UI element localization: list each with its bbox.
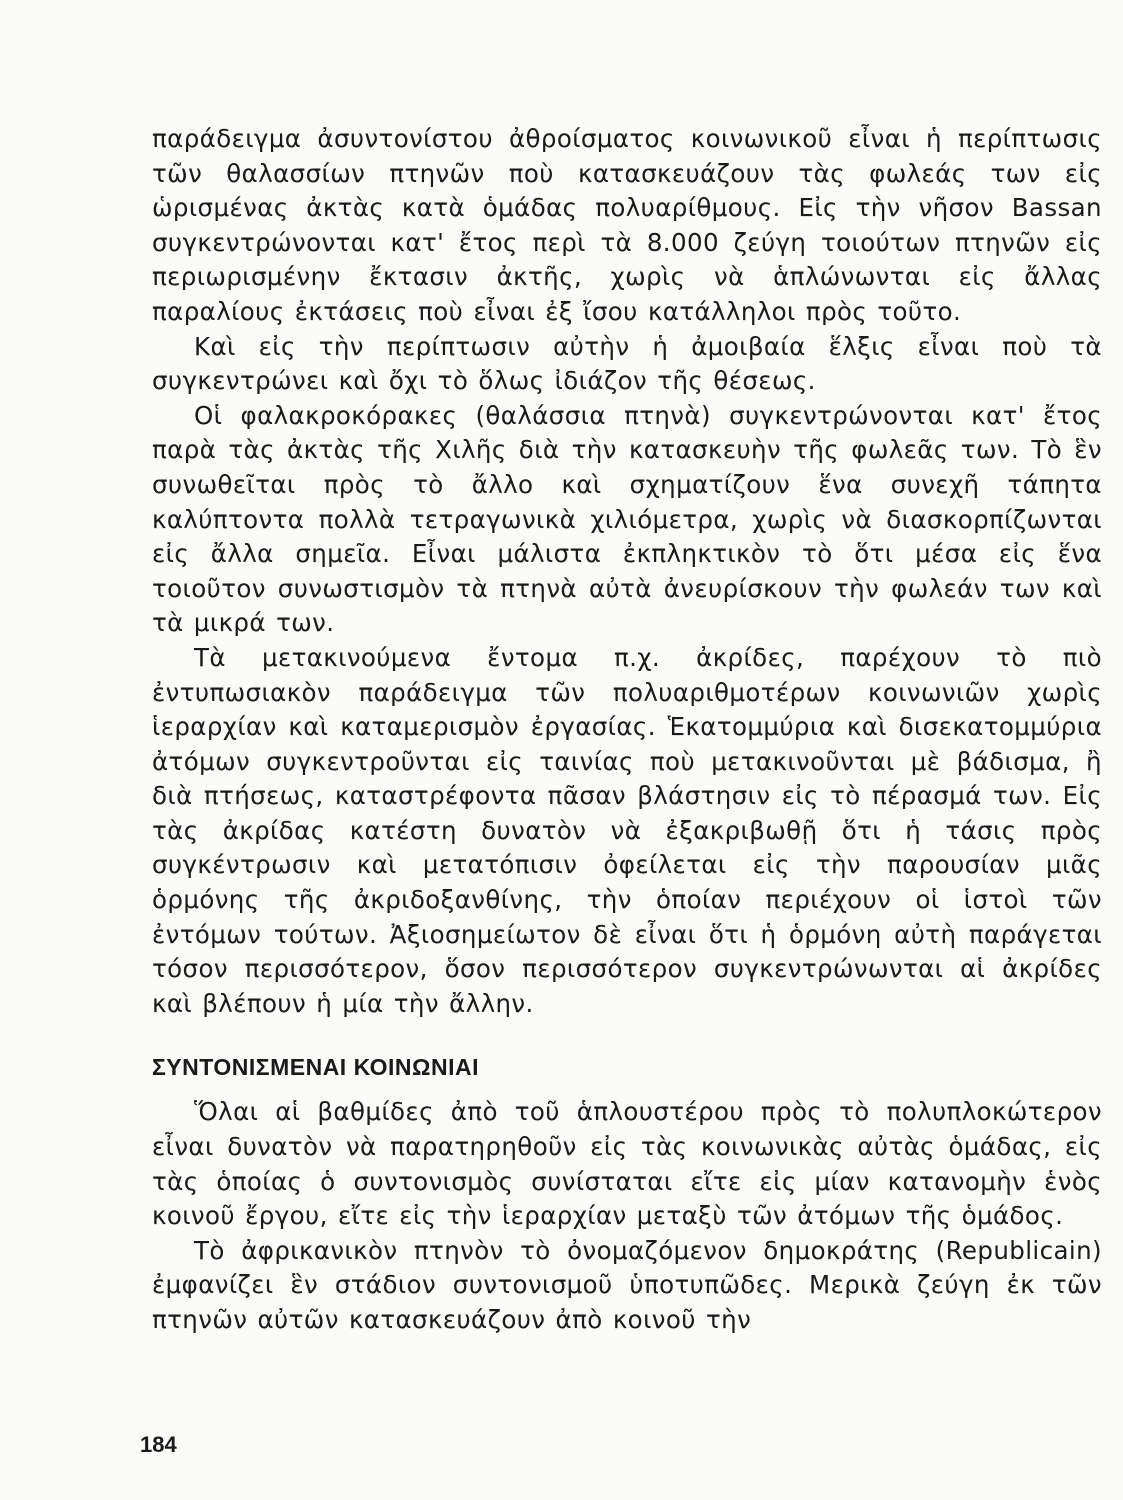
body-paragraph: παράδειγμα ἀσυντονίστου ἀθροίσματος κοινωνικοῦ εἶναι ἡ περίπτωσις τῶν θαλασσίων πτηνῶν ποὺ κατασκευάζουν τὰς φωλεάς των εἰς ὡρισμένας ἀκτὰς κατὰ ὁμάδας πολυαρίθμους. Εἰς τὴν νῆσον Bassan συγκεντρώνονται κατ' ἔτος περὶ τὰ 8.000 ζεύγη τοιούτων πτηνῶν εἰς περιωρισμένην ἔκτασιν ἀκτῆς, χωρὶς νὰ ἁπλώνωνται εἰς ἄλλας παραλίους ἐκτάσεις ποὺ εἶναι ἐξ ἴσου κατάλληλοι πρὸς τοῦτο.	[152, 124, 1102, 326]
section-heading: ΣΥΝΤΟΝΙΣΜΕΝΑΙ ΚΟΙΝΩΝΙΑΙ	[152, 1054, 479, 1081]
page-number: 184	[140, 1432, 177, 1457]
body-paragraph: Τὸ ἀφρικανικὸν πτηνὸν τὸ ὀνομαζόμενον δημοκράτης (Republicain) ἐμφανίζει ἓν στάδιον συντονισμοῦ ὑποτυπῶδες. Μερικὰ ζεύγη ἐκ τῶν πτηνῶν αὐτῶν κατασκευάζουν ἀπὸ κοινοῦ τὴν	[152, 1235, 1102, 1334]
body-paragraph: Καὶ εἰς τὴν περίπτωσιν αὐτὴν ἡ ἀμοιβαία ἕλξις εἶναι ποὺ τὰ συγκεντρώνει καὶ ὄχι τὸ ὅλως ἰδιάζον τῆς θέσεως.	[152, 331, 1102, 396]
body-paragraph: Οἱ φαλακροκόρακες (θαλάσσια πτηνὰ) συγκεντρώνονται κατ' ἔτος παρὰ τὰς ἀκτὰς τῆς Χιλῆς διὰ τὴν κατασκευὴν τῆς φωλεᾶς των. Τὸ ἓν συνωθεῖται πρὸς τὸ ἄλλο καὶ σχηματίζουν ἕνα συνεχῆ τάπητα καλύπτοντα πολλὰ τετραγωνικὰ χιλιόμετρα, χωρὶς νὰ διασκορπίζωνται εἰς ἄλλα σημεῖα. Εἶναι μάλιστα ἐκπληκτικὸν τὸ ὅτι μέσα εἰς ἕνα τοιοῦτον συνωστισμὸν τὰ πτηνὰ αὐτὰ ἀνευρίσκουν τὴν φωλεάν των καὶ τὰ μικρά των.	[152, 400, 1102, 638]
body-paragraph: Ὅλαι αἱ βαθμίδες ἀπὸ τοῦ ἁπλουστέρου πρὸς τὸ πολυπλοκώτερον εἶναι δυνατὸν νὰ παρατηρηθοῦν εἰς τὰς κοινωνικὰς αὐτὰς ὁμάδας, εἰς τὰς ὁποίας ὁ συντονισμὸς συνίσταται εἴτε εἰς μίαν κατανομὴν ἑνὸς κοινοῦ ἔργου, εἴτε εἰς τὴν ἱεραρχίαν μεταξὺ τῶν ἀτόμων τῆς ὁμάδος.	[152, 1097, 1102, 1231]
body-paragraph: Τὰ μετακινούμενα ἔντομα π.χ. ἀκρίδες, παρέχουν τὸ πιὸ ἐντυπωσιακὸν παράδειγμα τῶν πολυαριθμοτέρων κοινωνιῶν χωρὶς ἱεραρχίαν καὶ καταμερισμὸν ἐργασίας. Ἑκατομμύρια καὶ δισεκατομμύρια ἀτόμων συγκεντροῦνται εἰς ταινίας ποὺ μετακινοῦνται μὲ βάδισμα, ἢ διὰ πτήσεως, καταστρέφοντα πᾶσαν βλάστησιν εἰς τὸ πέρασμά των. Εἰς τὰς ἀκρίδας κατέστη δυνατὸν νὰ ἐξακριβωθῇ ὅτι ἡ τάσις πρὸς συγκέντρωσιν καὶ μετατόπισιν ὀφείλεται εἰς τὴν παρουσίαν μιᾶς ὁρμόνης τῆς ἀκριδοξανθίνης, τὴν ὁποίαν περιέχουν οἱ ἱστοὶ τῶν ἐντόμων τούτων. Ἀξιοσημείωτον δὲ εἶναι ὅτι ἡ ὁρμόνη αὐτὴ παράγεται τόσον περισσότερον, ὅσον περισσότερον συγκεντρώνωνται αἱ ἀκρίδες καὶ βλέπουν ἡ μία τὴν ἄλλην.	[152, 642, 1102, 1018]
page-body	[152, 122, 1102, 1338]
